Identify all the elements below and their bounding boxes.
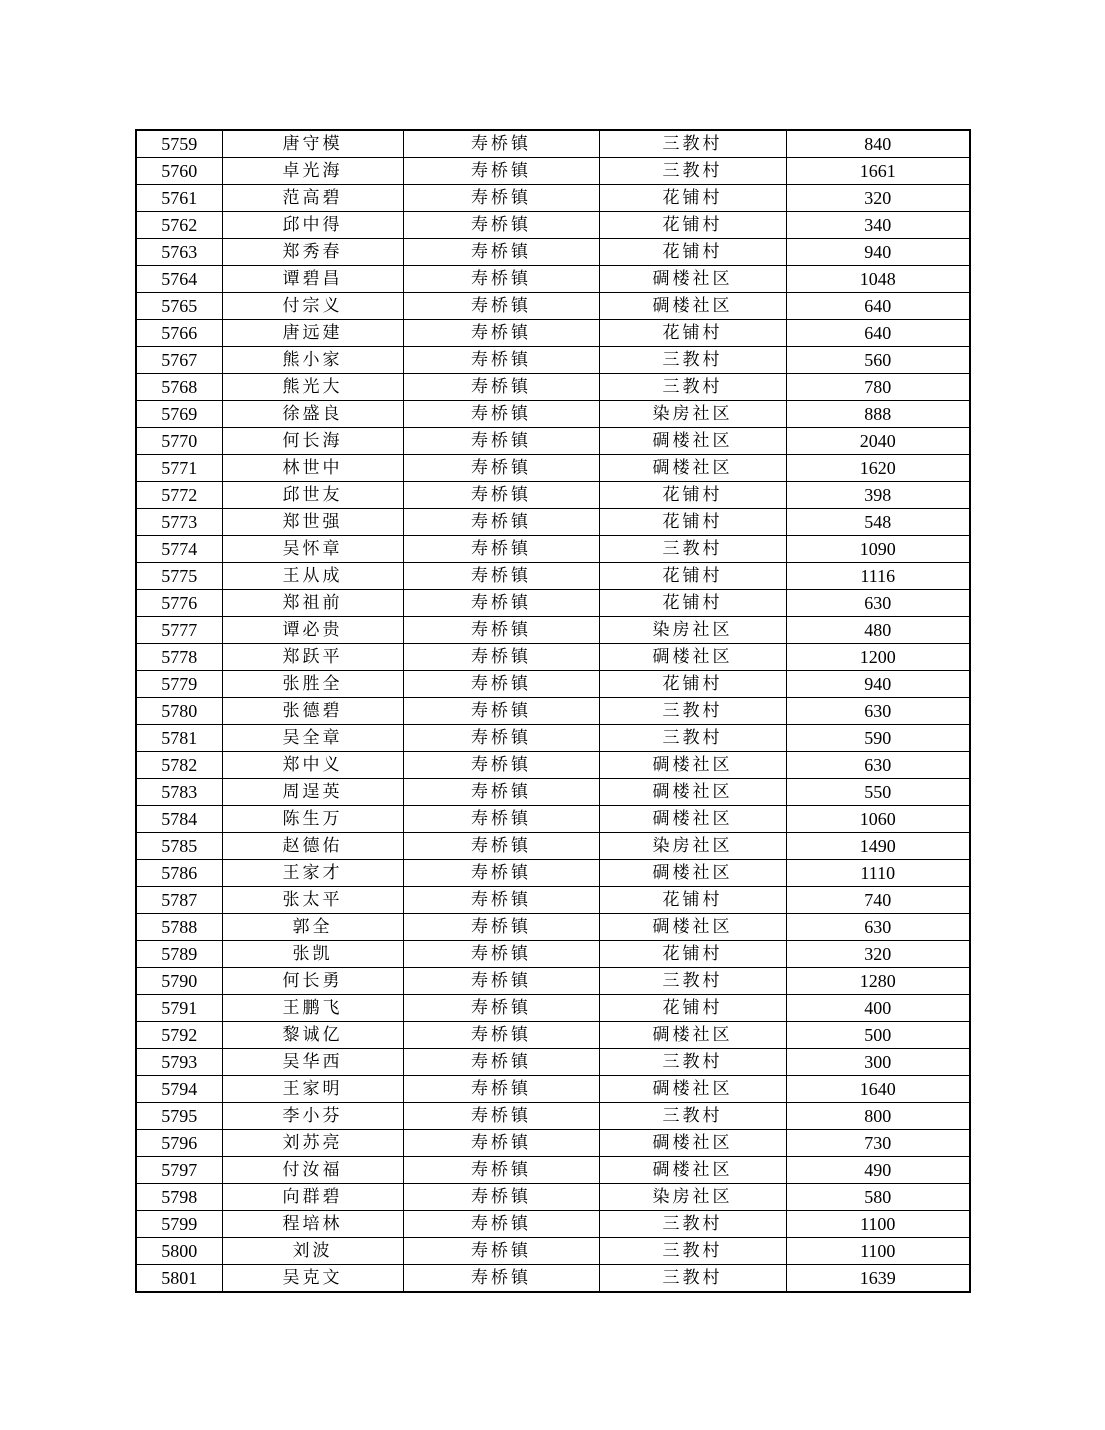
cell-town: 寿桥镇 bbox=[403, 374, 599, 401]
cell-person-name: 付汝福 bbox=[222, 1157, 403, 1184]
cell-amount: 740 bbox=[786, 887, 970, 914]
cell-town: 寿桥镇 bbox=[403, 509, 599, 536]
cell-amount: 1280 bbox=[786, 968, 970, 995]
cell-amount: 640 bbox=[786, 293, 970, 320]
cell-amount: 1100 bbox=[786, 1238, 970, 1265]
cell-village: 三教村 bbox=[599, 1265, 786, 1293]
cell-village: 染房社区 bbox=[599, 401, 786, 428]
cell-village: 花铺村 bbox=[599, 887, 786, 914]
cell-town: 寿桥镇 bbox=[403, 266, 599, 293]
table-row bbox=[136, 644, 970, 671]
table-row bbox=[136, 617, 970, 644]
cell-person-name: 谭必贵 bbox=[222, 617, 403, 644]
cell-town: 寿桥镇 bbox=[403, 1022, 599, 1049]
table-row bbox=[136, 158, 970, 185]
cell-person-name: 向群碧 bbox=[222, 1184, 403, 1211]
cell-town: 寿桥镇 bbox=[403, 806, 599, 833]
cell-serial-number: 5768 bbox=[136, 374, 222, 401]
table-row bbox=[136, 212, 970, 239]
cell-village: 三教村 bbox=[599, 1211, 786, 1238]
cell-amount: 1116 bbox=[786, 563, 970, 590]
cell-village: 碉楼社区 bbox=[599, 779, 786, 806]
table-row bbox=[136, 752, 970, 779]
cell-town: 寿桥镇 bbox=[403, 1103, 599, 1130]
cell-village: 三教村 bbox=[599, 347, 786, 374]
cell-person-name: 郑秀春 bbox=[222, 239, 403, 266]
cell-serial-number: 5792 bbox=[136, 1022, 222, 1049]
cell-village: 三教村 bbox=[599, 158, 786, 185]
cell-amount: 1620 bbox=[786, 455, 970, 482]
table-row bbox=[136, 1184, 970, 1211]
cell-person-name: 赵德佑 bbox=[222, 833, 403, 860]
cell-amount: 780 bbox=[786, 374, 970, 401]
cell-person-name: 程培林 bbox=[222, 1211, 403, 1238]
cell-amount: 630 bbox=[786, 914, 970, 941]
table-row bbox=[136, 536, 970, 563]
cell-serial-number: 5771 bbox=[136, 455, 222, 482]
cell-amount: 490 bbox=[786, 1157, 970, 1184]
table-row bbox=[136, 968, 970, 995]
cell-village: 碉楼社区 bbox=[599, 860, 786, 887]
cell-village: 花铺村 bbox=[599, 212, 786, 239]
cell-person-name: 王鹏飞 bbox=[222, 995, 403, 1022]
roster-table bbox=[135, 129, 971, 1293]
cell-person-name: 郑祖前 bbox=[222, 590, 403, 617]
cell-person-name: 郭全 bbox=[222, 914, 403, 941]
cell-person-name: 徐盛良 bbox=[222, 401, 403, 428]
cell-serial-number: 5760 bbox=[136, 158, 222, 185]
table-row bbox=[136, 563, 970, 590]
cell-amount: 1200 bbox=[786, 644, 970, 671]
table-row bbox=[136, 482, 970, 509]
cell-person-name: 谭碧昌 bbox=[222, 266, 403, 293]
cell-village: 碉楼社区 bbox=[599, 266, 786, 293]
cell-amount: 480 bbox=[786, 617, 970, 644]
cell-serial-number: 5789 bbox=[136, 941, 222, 968]
cell-amount: 400 bbox=[786, 995, 970, 1022]
cell-town: 寿桥镇 bbox=[403, 293, 599, 320]
table-row bbox=[136, 1211, 970, 1238]
cell-amount: 630 bbox=[786, 590, 970, 617]
cell-village: 三教村 bbox=[599, 1049, 786, 1076]
cell-town: 寿桥镇 bbox=[403, 1184, 599, 1211]
cell-town: 寿桥镇 bbox=[403, 914, 599, 941]
cell-serial-number: 5770 bbox=[136, 428, 222, 455]
cell-serial-number: 5794 bbox=[136, 1076, 222, 1103]
cell-amount: 630 bbox=[786, 752, 970, 779]
cell-serial-number: 5773 bbox=[136, 509, 222, 536]
cell-village: 三教村 bbox=[599, 698, 786, 725]
cell-person-name: 郑中义 bbox=[222, 752, 403, 779]
cell-serial-number: 5779 bbox=[136, 671, 222, 698]
cell-person-name: 刘波 bbox=[222, 1238, 403, 1265]
cell-amount: 800 bbox=[786, 1103, 970, 1130]
cell-person-name: 邱世友 bbox=[222, 482, 403, 509]
cell-village: 花铺村 bbox=[599, 509, 786, 536]
cell-serial-number: 5799 bbox=[136, 1211, 222, 1238]
cell-village: 花铺村 bbox=[599, 185, 786, 212]
cell-village: 三教村 bbox=[599, 536, 786, 563]
cell-village: 染房社区 bbox=[599, 617, 786, 644]
cell-amount: 840 bbox=[786, 130, 970, 158]
table-row bbox=[136, 1049, 970, 1076]
table-row bbox=[136, 1076, 970, 1103]
cell-amount: 1048 bbox=[786, 266, 970, 293]
table-row bbox=[136, 698, 970, 725]
cell-town: 寿桥镇 bbox=[403, 482, 599, 509]
cell-amount: 1060 bbox=[786, 806, 970, 833]
cell-person-name: 张德碧 bbox=[222, 698, 403, 725]
cell-village: 三教村 bbox=[599, 968, 786, 995]
cell-person-name: 吴怀章 bbox=[222, 536, 403, 563]
cell-town: 寿桥镇 bbox=[403, 725, 599, 752]
cell-serial-number: 5780 bbox=[136, 698, 222, 725]
cell-person-name: 王家明 bbox=[222, 1076, 403, 1103]
cell-village: 碉楼社区 bbox=[599, 293, 786, 320]
cell-village: 染房社区 bbox=[599, 833, 786, 860]
cell-serial-number: 5761 bbox=[136, 185, 222, 212]
cell-person-name: 吴华西 bbox=[222, 1049, 403, 1076]
cell-serial-number: 5797 bbox=[136, 1157, 222, 1184]
cell-village: 花铺村 bbox=[599, 995, 786, 1022]
table-row bbox=[136, 833, 970, 860]
cell-town: 寿桥镇 bbox=[403, 158, 599, 185]
cell-amount: 398 bbox=[786, 482, 970, 509]
cell-serial-number: 5765 bbox=[136, 293, 222, 320]
cell-person-name: 何长海 bbox=[222, 428, 403, 455]
cell-person-name: 熊光大 bbox=[222, 374, 403, 401]
table-row bbox=[136, 347, 970, 374]
cell-town: 寿桥镇 bbox=[403, 995, 599, 1022]
cell-amount: 590 bbox=[786, 725, 970, 752]
cell-serial-number: 5777 bbox=[136, 617, 222, 644]
cell-serial-number: 5801 bbox=[136, 1265, 222, 1293]
cell-village: 碉楼社区 bbox=[599, 644, 786, 671]
cell-amount: 1110 bbox=[786, 860, 970, 887]
table-row bbox=[136, 455, 970, 482]
cell-town: 寿桥镇 bbox=[403, 1157, 599, 1184]
cell-person-name: 李小芬 bbox=[222, 1103, 403, 1130]
table-row bbox=[136, 1022, 970, 1049]
cell-amount: 2040 bbox=[786, 428, 970, 455]
cell-town: 寿桥镇 bbox=[403, 590, 599, 617]
cell-village: 花铺村 bbox=[599, 320, 786, 347]
cell-serial-number: 5769 bbox=[136, 401, 222, 428]
cell-serial-number: 5783 bbox=[136, 779, 222, 806]
cell-person-name: 卓光海 bbox=[222, 158, 403, 185]
cell-amount: 580 bbox=[786, 1184, 970, 1211]
cell-person-name: 陈生万 bbox=[222, 806, 403, 833]
table-row bbox=[136, 266, 970, 293]
table-row bbox=[136, 1103, 970, 1130]
cell-person-name: 熊小家 bbox=[222, 347, 403, 374]
cell-village: 三教村 bbox=[599, 1238, 786, 1265]
cell-village: 碉楼社区 bbox=[599, 914, 786, 941]
table-row bbox=[136, 374, 970, 401]
cell-town: 寿桥镇 bbox=[403, 1076, 599, 1103]
cell-serial-number: 5778 bbox=[136, 644, 222, 671]
cell-amount: 888 bbox=[786, 401, 970, 428]
table-row bbox=[136, 995, 970, 1022]
cell-amount: 940 bbox=[786, 239, 970, 266]
cell-amount: 630 bbox=[786, 698, 970, 725]
cell-person-name: 吴克文 bbox=[222, 1265, 403, 1293]
table-row bbox=[136, 130, 970, 158]
cell-amount: 640 bbox=[786, 320, 970, 347]
cell-person-name: 张胜全 bbox=[222, 671, 403, 698]
cell-town: 寿桥镇 bbox=[403, 1265, 599, 1293]
cell-amount: 1639 bbox=[786, 1265, 970, 1293]
table-row bbox=[136, 1265, 970, 1293]
cell-serial-number: 5796 bbox=[136, 1130, 222, 1157]
cell-village: 碉楼社区 bbox=[599, 1130, 786, 1157]
cell-person-name: 何长勇 bbox=[222, 968, 403, 995]
cell-town: 寿桥镇 bbox=[403, 941, 599, 968]
cell-town: 寿桥镇 bbox=[403, 455, 599, 482]
cell-village: 碉楼社区 bbox=[599, 455, 786, 482]
cell-village: 碉楼社区 bbox=[599, 1076, 786, 1103]
cell-town: 寿桥镇 bbox=[403, 617, 599, 644]
cell-village: 三教村 bbox=[599, 725, 786, 752]
cell-village: 染房社区 bbox=[599, 1184, 786, 1211]
table-row bbox=[136, 860, 970, 887]
table-row bbox=[136, 779, 970, 806]
cell-town: 寿桥镇 bbox=[403, 833, 599, 860]
cell-village: 三教村 bbox=[599, 130, 786, 158]
cell-town: 寿桥镇 bbox=[403, 239, 599, 266]
cell-serial-number: 5784 bbox=[136, 806, 222, 833]
cell-serial-number: 5763 bbox=[136, 239, 222, 266]
table-row bbox=[136, 941, 970, 968]
cell-amount: 1661 bbox=[786, 158, 970, 185]
cell-amount: 550 bbox=[786, 779, 970, 806]
cell-serial-number: 5793 bbox=[136, 1049, 222, 1076]
cell-town: 寿桥镇 bbox=[403, 1049, 599, 1076]
cell-person-name: 付宗义 bbox=[222, 293, 403, 320]
table-row bbox=[136, 320, 970, 347]
table-row bbox=[136, 1130, 970, 1157]
cell-serial-number: 5776 bbox=[136, 590, 222, 617]
cell-amount: 1100 bbox=[786, 1211, 970, 1238]
cell-amount: 940 bbox=[786, 671, 970, 698]
cell-person-name: 郑世强 bbox=[222, 509, 403, 536]
cell-person-name: 林世中 bbox=[222, 455, 403, 482]
cell-person-name: 黎诚亿 bbox=[222, 1022, 403, 1049]
cell-person-name: 张凯 bbox=[222, 941, 403, 968]
cell-serial-number: 5800 bbox=[136, 1238, 222, 1265]
cell-person-name: 张太平 bbox=[222, 887, 403, 914]
table-row bbox=[136, 428, 970, 455]
cell-town: 寿桥镇 bbox=[403, 860, 599, 887]
cell-person-name: 周逞英 bbox=[222, 779, 403, 806]
table-row bbox=[136, 590, 970, 617]
cell-town: 寿桥镇 bbox=[403, 401, 599, 428]
cell-serial-number: 5767 bbox=[136, 347, 222, 374]
cell-serial-number: 5774 bbox=[136, 536, 222, 563]
cell-serial-number: 5791 bbox=[136, 995, 222, 1022]
cell-serial-number: 5782 bbox=[136, 752, 222, 779]
table-row bbox=[136, 1238, 970, 1265]
cell-serial-number: 5775 bbox=[136, 563, 222, 590]
cell-town: 寿桥镇 bbox=[403, 347, 599, 374]
cell-person-name: 王家才 bbox=[222, 860, 403, 887]
cell-town: 寿桥镇 bbox=[403, 968, 599, 995]
table-row bbox=[136, 293, 970, 320]
cell-serial-number: 5785 bbox=[136, 833, 222, 860]
cell-town: 寿桥镇 bbox=[403, 428, 599, 455]
cell-serial-number: 5795 bbox=[136, 1103, 222, 1130]
cell-serial-number: 5781 bbox=[136, 725, 222, 752]
table-row bbox=[136, 806, 970, 833]
cell-village: 花铺村 bbox=[599, 563, 786, 590]
cell-serial-number: 5790 bbox=[136, 968, 222, 995]
cell-town: 寿桥镇 bbox=[403, 671, 599, 698]
cell-amount: 560 bbox=[786, 347, 970, 374]
cell-amount: 1090 bbox=[786, 536, 970, 563]
cell-serial-number: 5764 bbox=[136, 266, 222, 293]
cell-amount: 548 bbox=[786, 509, 970, 536]
cell-town: 寿桥镇 bbox=[403, 212, 599, 239]
cell-person-name: 郑跃平 bbox=[222, 644, 403, 671]
cell-town: 寿桥镇 bbox=[403, 644, 599, 671]
cell-village: 花铺村 bbox=[599, 590, 786, 617]
cell-town: 寿桥镇 bbox=[403, 185, 599, 212]
cell-serial-number: 5786 bbox=[136, 860, 222, 887]
cell-village: 碉楼社区 bbox=[599, 752, 786, 779]
cell-town: 寿桥镇 bbox=[403, 698, 599, 725]
cell-town: 寿桥镇 bbox=[403, 1211, 599, 1238]
cell-serial-number: 5759 bbox=[136, 130, 222, 158]
cell-person-name: 王从成 bbox=[222, 563, 403, 590]
table-row bbox=[136, 1157, 970, 1184]
cell-village: 花铺村 bbox=[599, 941, 786, 968]
table-row bbox=[136, 401, 970, 428]
cell-serial-number: 5772 bbox=[136, 482, 222, 509]
table-row bbox=[136, 914, 970, 941]
cell-amount: 730 bbox=[786, 1130, 970, 1157]
cell-amount: 1640 bbox=[786, 1076, 970, 1103]
cell-town: 寿桥镇 bbox=[403, 1130, 599, 1157]
table-row bbox=[136, 509, 970, 536]
table-row bbox=[136, 725, 970, 752]
cell-person-name: 范高碧 bbox=[222, 185, 403, 212]
table-row bbox=[136, 887, 970, 914]
cell-person-name: 刘苏亮 bbox=[222, 1130, 403, 1157]
cell-village: 碉楼社区 bbox=[599, 428, 786, 455]
cell-person-name: 邱中得 bbox=[222, 212, 403, 239]
cell-town: 寿桥镇 bbox=[403, 779, 599, 806]
cell-village: 花铺村 bbox=[599, 239, 786, 266]
table-row bbox=[136, 671, 970, 698]
cell-town: 寿桥镇 bbox=[403, 320, 599, 347]
cell-person-name: 吴全章 bbox=[222, 725, 403, 752]
cell-amount: 340 bbox=[786, 212, 970, 239]
cell-town: 寿桥镇 bbox=[403, 536, 599, 563]
roster-table-body bbox=[136, 130, 970, 1292]
cell-serial-number: 5762 bbox=[136, 212, 222, 239]
table-row bbox=[136, 185, 970, 212]
cell-serial-number: 5788 bbox=[136, 914, 222, 941]
cell-village: 花铺村 bbox=[599, 482, 786, 509]
cell-amount: 300 bbox=[786, 1049, 970, 1076]
table-row bbox=[136, 239, 970, 266]
cell-village: 碉楼社区 bbox=[599, 1157, 786, 1184]
cell-town: 寿桥镇 bbox=[403, 752, 599, 779]
cell-serial-number: 5787 bbox=[136, 887, 222, 914]
cell-serial-number: 5766 bbox=[136, 320, 222, 347]
cell-town: 寿桥镇 bbox=[403, 887, 599, 914]
cell-serial-number: 5798 bbox=[136, 1184, 222, 1211]
cell-person-name: 唐守模 bbox=[222, 130, 403, 158]
cell-amount: 320 bbox=[786, 941, 970, 968]
cell-amount: 1490 bbox=[786, 833, 970, 860]
cell-person-name: 唐远建 bbox=[222, 320, 403, 347]
cell-village: 花铺村 bbox=[599, 671, 786, 698]
cell-village: 碉楼社区 bbox=[599, 806, 786, 833]
cell-town: 寿桥镇 bbox=[403, 130, 599, 158]
cell-village: 三教村 bbox=[599, 374, 786, 401]
cell-town: 寿桥镇 bbox=[403, 563, 599, 590]
cell-amount: 320 bbox=[786, 185, 970, 212]
cell-village: 三教村 bbox=[599, 1103, 786, 1130]
cell-town: 寿桥镇 bbox=[403, 1238, 599, 1265]
cell-amount: 500 bbox=[786, 1022, 970, 1049]
cell-village: 碉楼社区 bbox=[599, 1022, 786, 1049]
